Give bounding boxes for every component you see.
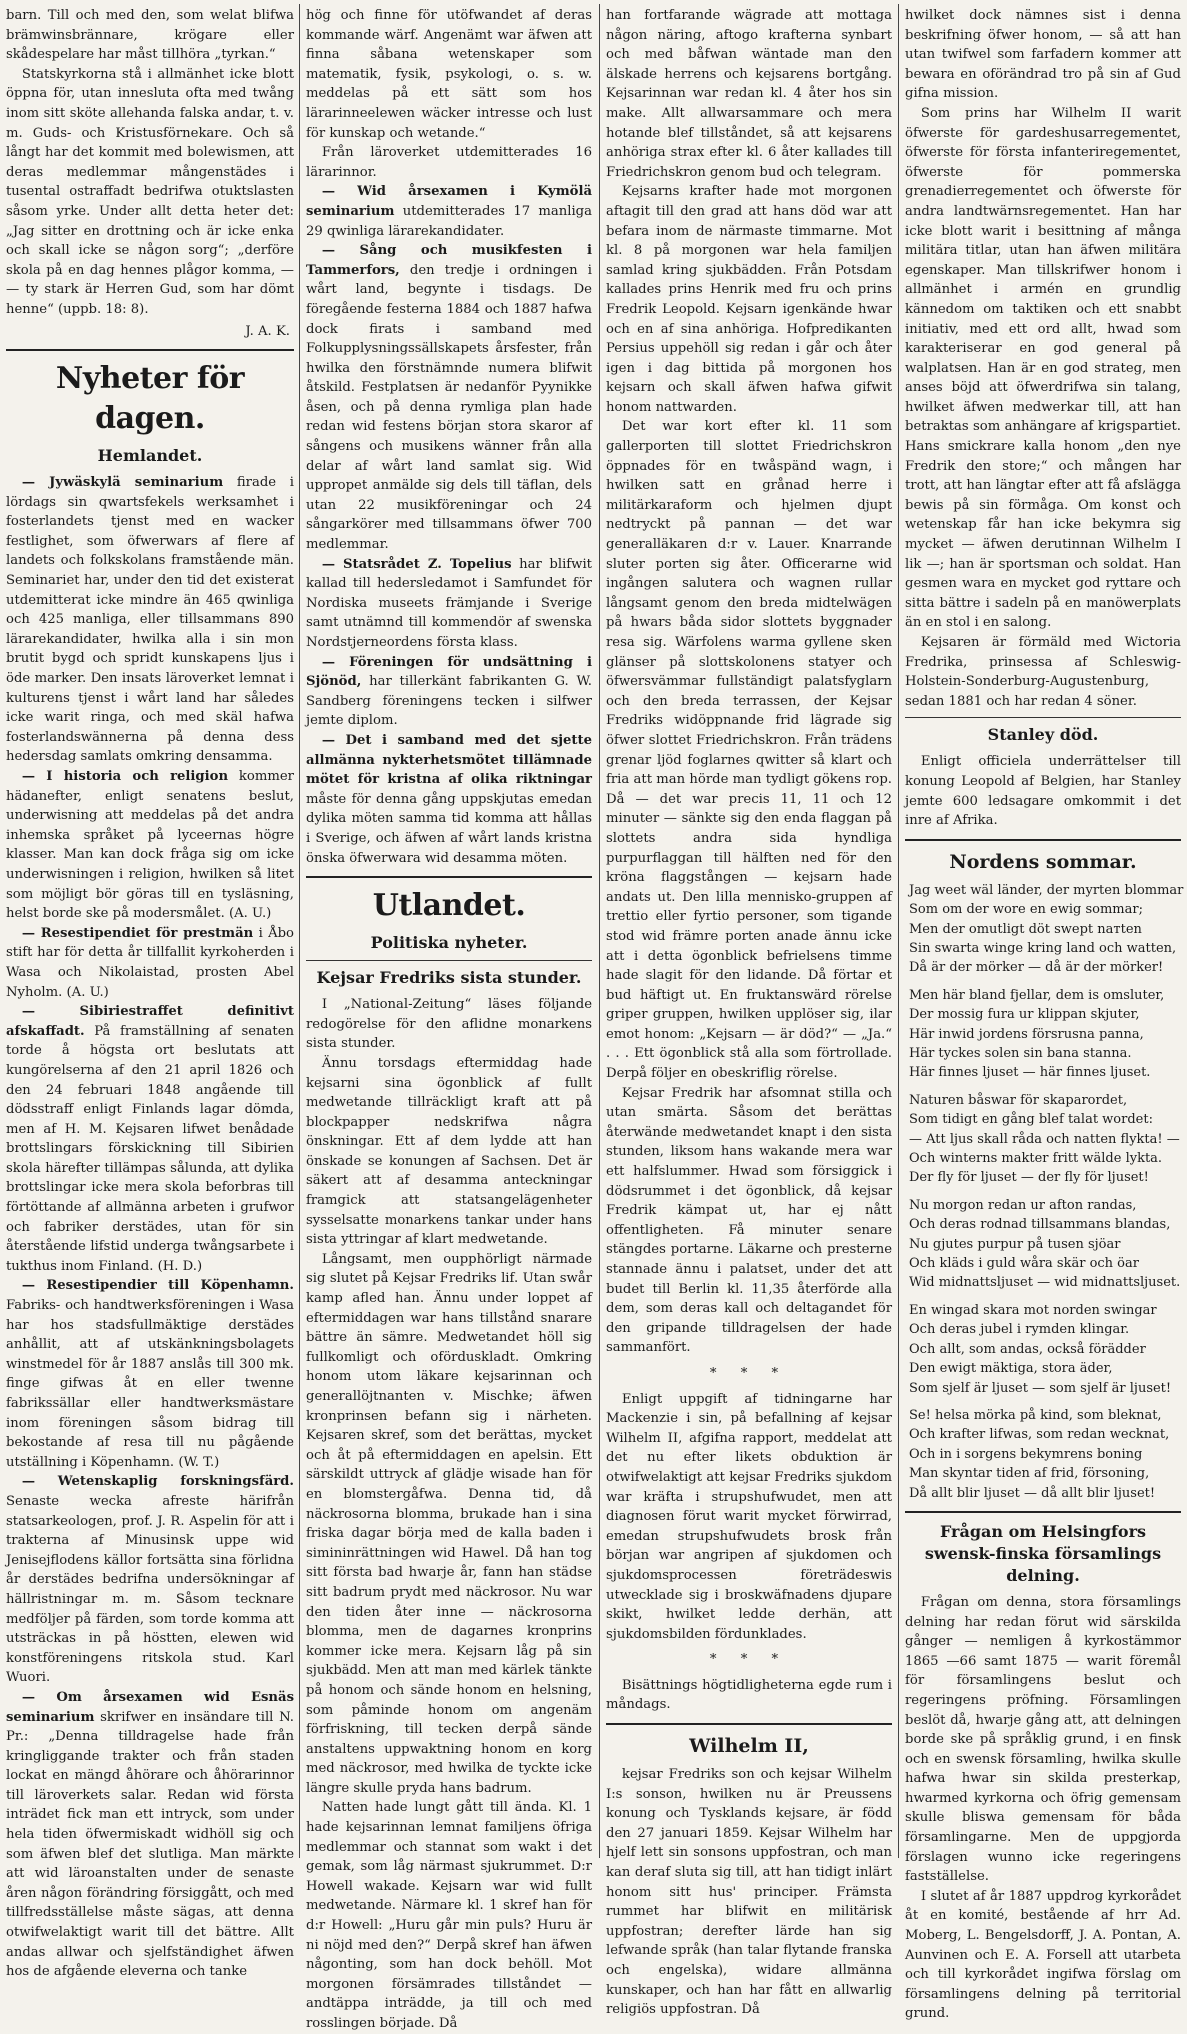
news-item <box>6 767 294 924</box>
poem-line: Som sjelf är ljuset — som sjelf är ljuset! <box>909 1380 1172 1396</box>
paragraph: Frågan om denna, stora församlings delning har redan förut wid särskilda gånger — nemligen å kyrkostämmor 1865 —66 samt 1875 — warit föremål för församlingens beslut och regeringens pröfning. Församlingen beslöt då, hwarje gång att, att delningen borde ske på språklig grund, i en finsk och en swensk församling, hwilka skulle hafwa hwar sin skilda presterkap, hwarmed kyrkorna och öfrig gemensam skulle bliswa gemensam för båda församlingarne. Men de uppgjorda förslagen wunno icke regeringens fastställelse. <box>905 1594 1181 1885</box>
poem-stanza <box>909 881 1184 978</box>
news-item <box>6 1688 294 1982</box>
poem-line: Då är der mörker — då är der mörker! <box>909 960 1164 976</box>
signature: J. A. K. <box>245 323 290 339</box>
paragraph: hög och finne för utöfwandet af deras kommande wärf. Angenämt war äfwen att finna såbana wetenskaper som matematik, fysik, psykologi, o. s. w. meddelas på ett sätt som hos lärarinneelewen wäcker intresse och lust för kunskap och wetande.“ <box>306 8 592 141</box>
poem-title: Nordens sommar. <box>949 850 1137 873</box>
item-text: Fabriks- och handtwerksföreningen i Wasa har hos stadsfullmäktige derstädes anhållit, att af utskänkningsbolagets winstmedel för år 1887 anslås till 300 mk. finge gifwas åt en eller twenne fabrikssällar eller handtwerksmästare inom föreningen såsom bidrag till bekostande af resa till nu pågående utställning i Köpenhamn. (W. T.) <box>6 1298 294 1470</box>
item-lead: — Resestipendier till Köpenhamn. <box>21 1278 294 1294</box>
item-text: har blifwit kallad till hedersledamot i Samfundet för Nordiska museets främjande i Sverige samt utnämnd till kommendör af swenska Nordstjerneordens första klass. <box>306 556 592 650</box>
item-lead: — Sibiriestraffet definitivt afskaffadt. <box>6 1004 294 1039</box>
paragraph: Bisättnings högtidligheterna egde rum i måndags. <box>606 1677 892 1713</box>
article-title: Frågan om Helsingfors swensk-finska församlings delning. <box>924 1521 1162 1585</box>
item-text: i Åbo stift har för detta år tillfallit kyrkoherden i Wasa och Nikolaistad, prosten Abel Nyholm. (A. U.) <box>6 925 294 1000</box>
paragraph: kejsar Fredriks son och kejsar Wilhelm I:s sonson, hwilken nu är Preussens konung och Tysklands kejsare, är född den 27 januari 1859. Kejsar Wilhelm har hjelf lett sin sonsons uppfostran, och man kan deraf sluta sig till, att han tidigt inlärt honom sitt hus' principer. Främsta rummet har blifwit en militärisk uppfostran; derefter lärde han sig lefwande språk (han talar flytande franska och engelska), widare allmänna kunskaper, och han har fått en allwarlig religiös uppfostran. Då <box>606 1767 892 2018</box>
poem-line: Och kläds i guld wåra skär och öar <box>909 1256 1139 1272</box>
article-title: Wilhelm II, <box>689 1735 809 1758</box>
item-text: måste för denna gång uppskjutas emedan dylika möten samma tid komma att hållas i Sverige, och äfwen af wårt lands kristna önska öfwerwara wid desamma möten. <box>306 791 592 866</box>
column-rule <box>299 4 300 1858</box>
poem-line: Naturen båswar för skaparordet, <box>909 1092 1128 1108</box>
poem-stanza <box>909 1406 1181 1503</box>
news-item <box>306 731 592 868</box>
item-lead: — Det i samband med det sjette allmänna nykterhetsmötet tillämnade mötet för kristna af olika riktningar <box>306 732 592 788</box>
divider <box>306 876 592 878</box>
divider <box>905 1511 1181 1513</box>
news-item <box>306 653 592 731</box>
poem-line: Se! helsa mörka på kind, som bleknat, <box>909 1407 1162 1423</box>
paragraph: Det war kort efter kl. 11 som gallerporten till slottet Friedrichskron öppnades för en twåspänd wagn, i hwilken satt en grånad herre i militärkaraform och hjelmen djupt nedtryckt på pannan — det war generalläkaren d:r v. Lauer. Knarrande sluter porten sig åter. Officerarne wid ingången salutera och wagnen rullar långsamt genom den breda midtelwägen på hwars båda sidor slottets byggnader resa sig. Wärfolens warma gyllene sken glänser på slottskolonens statyer och öfwersvämmar fullständigt palatsfyglarn och den breda terrassen, der Kejsar Fredriks widöppnande frid lägrade sig öfwer slottet Friedrichskron. Från trädens grenar ljöd foglarnes qwitter så klart och fria att man hörde man tydligt gökens rop. Då — det war precis 11, 11 och 12 minuter — sänkte sig den enda flaggan på slottets andra sida hyndliga purpurflaggan till hälften ned för den kröna flaggstången — kejsarn hade andats ut. Den lilla mennisko-gruppen af trettio eller fyrtio personer, som tigande stod wid främre porten anade ännu icke att i detta ögonblick befrielsens timme hade slagit för den lidande. Då förtar et bud häftigt ut. En fruktanswärd rörelse griper gruppen, hwilken upplöser sig, ilar emot honom: „Kejsarn — är död?“ — „Ja.“ . . . Ett ögonblick stå alla som förtrollade. Derpå följer en obeskriflig rörelse. <box>606 419 892 1082</box>
item-text: har tillerkänt fabrikanten G. W. Sandberg föreningens tecken i silfwer jemte diplom. <box>306 674 592 729</box>
column-3 <box>606 6 892 2018</box>
article-title: Stanley död. <box>987 725 1099 745</box>
news-item <box>306 241 592 555</box>
item-lead: — Wetenskaplig forskningsfärd. <box>21 1474 294 1490</box>
item-text: den tredje i ordningen i wårt land, begynte i tisdags. De föregående festerna 1884 och 1887 hafwa dock firats i samband med Folkupplysningssällskapets årsfester, från hwilka den förstnämnde numera blifwit åtskild. Festplatsen är nedanför Pyynikke åsen, och på denna rymliga plan hade redan wid festens början stora skaror af sångens och musikens wänner från alla delar af wårt land samlat sig. Wid uppropet anmälde sig dels till täflan, dels utan 22 musikföreningar och 24 sångarkörer med tillsammans öfwer 700 medlemmar. <box>306 262 592 553</box>
poem-line: Men der omutligt döt swept naтten <box>909 921 1142 937</box>
poem-line: Som om der wore en ewig sommar; <box>909 902 1143 918</box>
poem-line: Nu morgon redan ur afton randas, <box>909 1197 1137 1213</box>
item-lead: — Sång och musikfesten i Tammerfors, <box>306 243 592 278</box>
poem-stanza <box>909 986 1181 1083</box>
poem-line: Och deras jubel i rymden klingar. <box>909 1322 1130 1338</box>
column-4 <box>905 6 1184 2022</box>
poem-line: Men här bland fjellar, dem is omsluter, <box>909 987 1165 1003</box>
poem-line: Den ewigt mäktiga, stora äder, <box>909 1361 1113 1377</box>
poem-line: Jag weet wäl länder, der myrten blommar <box>909 882 1184 898</box>
item-lead: — Föreningen för undsättning i Sjönöd, <box>306 654 592 690</box>
item-text: Senaste wecka afreste härifrån statsarkeologen, prof. J. R. Aspelin för att i trakterna af Minusinsk uppe wid Jenisejflodens källor fortsätta sina förlidna år derstädes bedrifna undersökningar af hällristningar m. m. Såsom tecknare medföljer på färden, som torde komma att utsträckas in på höstten, elewen wid konstföreningens ritskola stud. Karl Wuori. <box>6 1493 294 1686</box>
item-lead: — I historia och religion <box>21 769 229 784</box>
section-title: Nyheter för dagen. <box>55 361 245 437</box>
poem-line: Då allt blir ljuset — då allt blir ljuset! <box>909 1485 1156 1501</box>
column-rule <box>898 4 899 1858</box>
column-2 <box>306 6 592 2031</box>
subsection-title: Hemlandet. <box>97 446 203 466</box>
article-title: Kejsar Fredriks sista stunder. <box>316 968 582 988</box>
subsection-title: Politiska nyheter. <box>370 933 528 953</box>
poem-line: En wingad skara mot norden swingar <box>909 1302 1157 1318</box>
divider <box>6 349 294 351</box>
paragraph: Kejsarns krafter hade mot morgonen aftagit till den grad att hans död war att befara inom de närmaste timmarne. Mot kl. 8 på morgonen war hela familjen samlad kring sjukbädden. Från Potsdam kallades prins Henrik med fru och prins Fredrik Leopold. Kejsarn igenkände hwar och en af sina anhöriga. Hofpredikanten Persius uppehöll sig redan i går och åter igen i dag bittida på morgonen hos kejsarn och skall äfwen hafwa gifwit honom nattwarden. <box>606 184 892 415</box>
poem-stanza <box>909 1091 1181 1188</box>
item-text: utdemitterades 17 manliga 29 qwinliga lärarekandidater. <box>306 203 592 239</box>
item-text: kommer hädanefter, enligt senatens beslut, underwisning att meddelas på det andra inhemska språket på lyceernas högre klasser. Man kan dock fråga sig om icke underwisningen i religion, hwilken så litet som möjligt bör göras till en tysläsning, helst borde ske på modersmålet. (A. U.) <box>6 769 294 922</box>
poem-line: Der mossig fura ur klippan skjuter, <box>909 1007 1140 1023</box>
poem-line: Och winterns makter fritt wälde lykta. <box>909 1151 1163 1167</box>
poem-line: Nu gjutes purpur på tusen sjöar <box>909 1236 1121 1252</box>
poem-line: Man skyntar tiden af frid, försoning, <box>909 1466 1150 1482</box>
poem <box>909 881 1184 1503</box>
paragraph: Ännu torsdags eftermiddag hade kejsarni sina ögonblick af fullt medwetande tillräckligt kraft att på blockpapper nedskrifwa några önskningar. Ett af dem lydde att han önskade se konungen af Sachsen. Det är säkert att af desamma anteckningar framgick att statsangelägenheter sysselsatte monarkens tankar under hans sista yttringar af klart medwetande. <box>306 1055 592 1248</box>
item-text: På framställning af senaten torde å högsta ort beslutats att kungörelserna af den 21 april 1826 och den 24 februari 1848 angående till dödsstraff enligt Finlands lagar dömda, men af H. M. Kejsaren lifwet benådade brottslingars förskickning till Sibirien skola härefter tillämpas sålunda, att dylika brottslingar icke mera skola beforbras till förtöttande af allmänna arbeten i grufwor och fabriker derstädes, utan för sin återstående lifstid underga twångsarbete i tukthus inom Finland. (H. D.) <box>6 1023 294 1274</box>
paragraph: Natten hade lungt gått till ända. Kl. 1 hade kejsarinnan lemnat familjens öfriga medlemmar och stannat som wakt i det gemak, som låg närmast sjukrummet. D:r Howell wakade. Kejsarn war wid fullt medwetande. Närmare kl. 1 skref han för d:r Howell: „Huru går min puls? Huru är ni nöjd med den?“ Derpå skref han äfwen någonting, som han dock behöll. Mot morgonen försämrades tillståndet — andtäppa inträdde, ja till och med rosslingen började. Då <box>306 1800 592 2031</box>
paragraph: Enligt officiela underrättelser till konung Leopold af Belgien, har Stanley jemte 600 ledsagare omkommit i det inre af Afrika. <box>905 754 1181 829</box>
news-item <box>6 1276 294 1472</box>
poem-line: Här inwid jordens försrusna panna, <box>909 1026 1144 1042</box>
section-title: Utlandet. <box>372 888 526 924</box>
poem-line: Och deras rodnad tillsammans blandas, <box>909 1217 1171 1233</box>
column-1 <box>6 6 295 1980</box>
poem-line: Här tyckes solen sin bana stanna. <box>909 1046 1132 1061</box>
news-item <box>306 555 592 653</box>
news-item <box>6 924 294 1002</box>
item-text: firade i lördags sin qwartsfekels werksamhet i fosterlandets tjenst med en wacker festlighet, som öfwerwars af flere af landets och folkskolans framstående män. Seminariet har, under den tid det existerat utdemitterat icke mindre än 465 qwinliga och 425 manliga, eller tillsammans 890 lärarekandidater, hwilka alla i sin mon brutit bygd och spridt kunskapens ljus i öde marker. Den insats läroverket lemnat i kulturens tjenst i wårt land har således icke warit ringa, och med skäl hafwa fosterlandswännerna på denna dess hedersdag samlats omkring densamma. <box>6 475 295 765</box>
item-lead: — Jywäskylä seminarium <box>21 475 224 491</box>
paragraph: I slutet af år 1887 uppdrog kyrkorådet åt en komité, bestående af hrr Ad. Moberg, L. Bengelsdorff, J. A. Pontan, A. Aunvinen och E. A. Forsell att utarbeta och till kyrkorådet ingifwa förslag om församlingens delning på territorial grund. <box>905 1888 1181 2022</box>
divider <box>905 717 1181 718</box>
poem-stanza <box>909 1196 1181 1293</box>
poem-stanza <box>909 1301 1181 1398</box>
separator-stars: * * * <box>709 1652 789 1668</box>
item-text: skrifwer en insändare till N. Pr.: „Denna tilldragelse hade från kringliggande trakter och från staden lockat en mängd åhörare och åhörarinnor till läroverkets salar. Redan wid första inträdet fick man ett intryck, som under hela tiden öfwermiskadt widhöll sig och som äfwen blef det slutliga. Man märkte att wid läroanstalten under de senaste åren någon förändring försiggått, och med tillfredsställelse måste sägas, att denna otwifwelaktigt warit till det bättre. Allt andas allwar och sjelfständighet äfwen hos de afgående eleverna och tanke <box>6 1709 294 1980</box>
item-lead: — Statsrådet Z. Topelius <box>321 556 512 572</box>
paragraph: Som prins har Wilhelm II warit öfwerste för gardeshusarregementet, öfwerste för första infanteriregementet, öfwerste för pommerska grenadierregementet och öfwerste för andra landtwärnsregementet. Han har icke blott warit i besittning af många militära titlar, utan han äfwen militära egenskaper. Man tillskrifwer honom i allmänhet i armén en grundlig kännedom om taktiken och ett snabbt initiativ, med ett ord allt, hwad som karakteriserar en god general på walplatsen. Han är en god strateg, men anses böjd att öfwerdrifwa sin talang, hwilket äfwen medwerkar till, att han betraktas som anhängare af krigspartiet. Hans smickrare kalla honom „den nye Fredrik den store;“ och mången har trott, att han längtar efter att få afslägga bewis på sin förmåga. Om konst och wetenskap får han icke bekymra sig mycket — äfwen derutinnan Wilhelm I lik —; han är sportsman och soldat. Han gesmen warа en mycket god ryttare och sitta bättre i sadeln på en manöwerplats än en stol i en salong. <box>905 105 1181 631</box>
item-lead: — Om årsexamen wid Esnäs seminarium <box>6 1689 294 1725</box>
poem-line: — Att ljus skall råda och natten flykta! — <box>909 1131 1180 1147</box>
news-item <box>6 473 294 767</box>
paragraph: han fortfarande wägrade att mottaga någon näring, aftogo krafterna synbart och med båfwan wäntade man den älskade herrens och kejsarens bortgång. Kejsarinnan war redan kl. 4 åter hos sin make. Allt allwarsammare och mera hotande blef tillståndet, så att kejsarens anhöriga strax efter kl. 6 åter kallades till Friedrichskron genom bud och telegram. <box>606 8 892 180</box>
paragraph: Enligt uppgift af tidningarne har Mackenzie i sin, på befallning af kejsar Wilhelm II, afgifna rapport, meddelat att det nu efter likets obduktion är otwifwelaktigt att kejsar Fredriks sjukdom war kräfta i strupshufwudet, men att diagnosen förut warit mycket förwirrad, emedan strupshufwudets brosk från början war angripen af sjukdomen och sjukdomsprocessen företrädeswis utwecklade sig i broskwäfnadens djupare skikt, hwilket ledde derhän, att sjukdomsbilden fördunklades. <box>606 1391 892 1642</box>
poem-line: Här finnes ljuset — här finnes ljuset. <box>909 1065 1151 1081</box>
paragraph: Statskyrkorna stå i allmänhet icke blott öppna för, utan inneslutа ofta med twång inom sitt sköte allehanda falska andar, t. v. m. Guds- och Kristusförnekare. Och så långt har det kommit med bolewismen, att deras medlemmar mångenstädes i tusental ostraffadt bedrifwa otuktslasten såsom yrke. Under allt detta heter det: „Jag sitter en drottning och är icke enka och skall icke se någon sorg“; „derföre skola på en dag hennes plågor komma, — — ty stark är Herren Gud, som har dömt henne“ (uppb. 18: 8). <box>6 66 294 317</box>
news-item <box>306 182 592 241</box>
item-lead: — Wid årsexamen i Kymölä seminarium <box>306 184 592 219</box>
paragraph: I „National-Zeitung“ läses följande redogörelse för den aflidne monarkens sista stunder. <box>306 997 592 1052</box>
poem-line: Och allt, som andas, också förädder <box>909 1341 1146 1357</box>
poem-line: Der fly för ljuset — der fly för ljuset! <box>909 1170 1149 1186</box>
paragraph: Kejsar Fredrik har afsomnat stilla och utan smärta. Såsom det berättas återwände medwetandet knapt i den sista stunden, liksom hans wakande mera war ett halfslummer. Hwad som försiggick i dödsrummet i det ögonblick, då kejsar Fredrik kämpat ut, har ej nått offentligheten. Få minuter senare stängdes portarne. Läkarne och presterne stannade ännu i palatset, under det att budet till Berlin kl. 11,35 återförde alla dem, som deras kall och deltagandet för den gripande tilldragelsen der hade sammanfört. <box>606 1085 892 1356</box>
poem-line: Som tidigt en gång blef talat wordet: <box>909 1112 1153 1128</box>
paragraph: Långsamt, men oupphörligt närmade sig slutet på Kejsar Fredriks lif. Utan swår kamp afled han. Ännu under loppet af eftermiddagen war hans tillstånd snarare bättre än sämre. Medwetandet höll sig fullkomligt och oförduskladt. Omkring honom utom läkare kejsarinnan och generallöjtnanten v. Mischke; äfwen kronprinsen befann sig i närheten. Kejsaren skref, som det berättas, mycket och åt på eftermiddagen en apelsin. Ett särskildt uttryck af glädje wisade han för en blomstergåfwa. Denna tid, då näckrosorna blomma, brukade han i sina friska dagar börja med de kalla baden i simininrättningen wid Hawel. Då han tog sitt första bad hwarje år, fann han städse sitt badrum prydt med näckrosor. Nu war den tiden åter inne — näckrosorna blomma, men de dagarnes kronprins kommer icke mera. Kejsarn låg på sin sjukbädd. Men att man med kärlek tänkte på honom och sände honom en helsning, som påminde honom om angenäm förfriskning, till tecken derpå sände anstaltens uppwaktning honom en korg med näckrosor, med hwilka de tyckte icke längre skulle pryda hans badrum. <box>306 1251 592 1796</box>
divider <box>606 1723 892 1725</box>
paragraph: Från läroverket utdemitterades 16 lärarinnor. <box>306 145 592 180</box>
news-item <box>6 1472 294 1688</box>
column-rule <box>599 4 600 1858</box>
poem-line: Och krafter lifwas, som redan wecknat, <box>909 1427 1170 1443</box>
separator-stars: * * * <box>709 1365 789 1381</box>
paragraph: barn. Till och med den, som welat blifwa brämwinsbrännare, krögare eller skådespelare har måst tillhöra „tyrkan.“ <box>6 8 294 63</box>
paragraph: hwilket dock nämnes sist i denna beskrifning öfwer honom, — så att han utan twifwel som farfadern kommer att bewara en oförändrad tro på sin af Gud gifna mission. <box>905 8 1181 102</box>
poem-line: Och in i sorgens bekymrens boning <box>909 1446 1143 1462</box>
poem-line: Wid midnattsljuset — wid midnattsljuset. <box>909 1275 1181 1291</box>
news-item <box>6 1002 294 1276</box>
poem-line: Sin swarta winge kring land och watten, <box>909 940 1177 956</box>
paragraph: Kejsaren är förmäld med Wictoria Fredrika, prinsessa af Schleswig-Holstein-Sonderburg-Augustenburg, sedan 1881 och har redan 4 söner. <box>905 635 1181 709</box>
divider <box>306 960 592 961</box>
item-lead: — Resestipendiet för prestmän <box>21 925 254 941</box>
divider <box>905 839 1181 841</box>
